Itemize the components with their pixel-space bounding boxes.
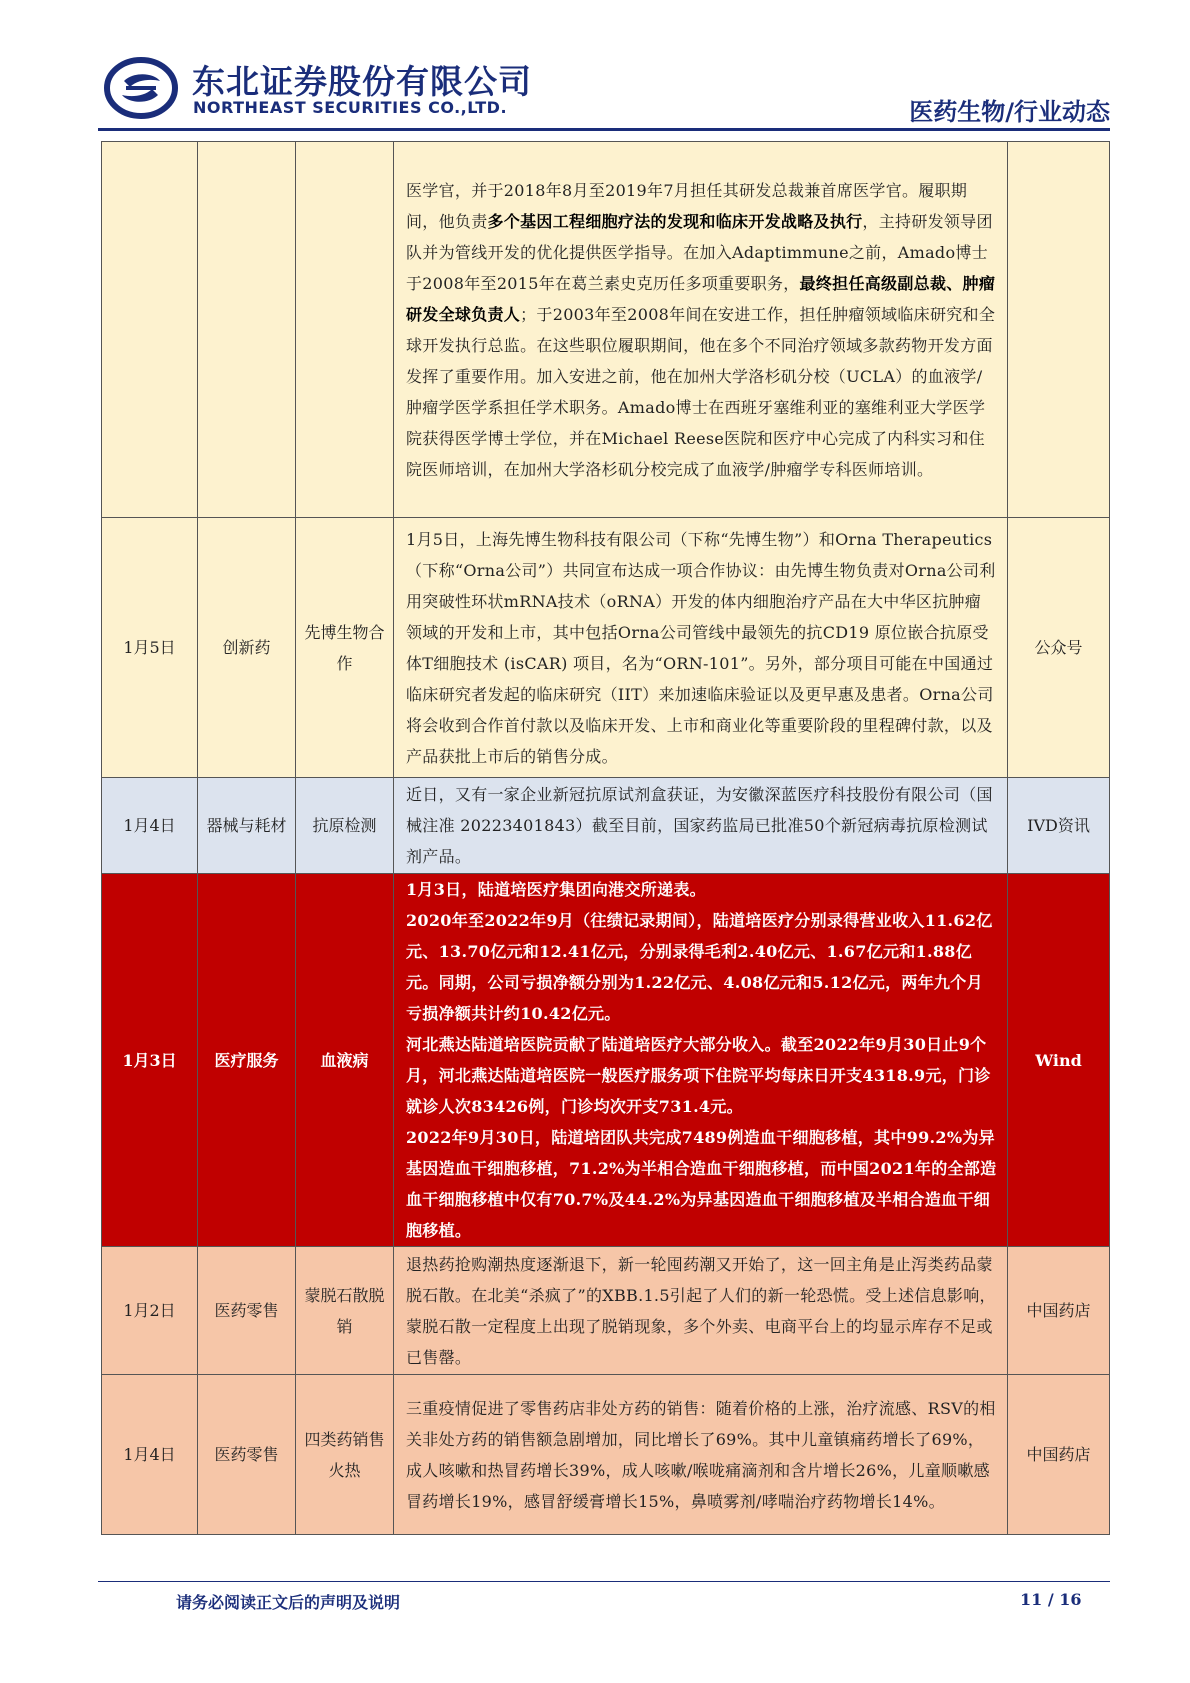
content-cell: 近日，又有一家企业新冠抗原试剂盒获证，为安徽深蓝医疗科技股份有限公司（国械注准 20223401843）截至目前，国家药监局已批准50个新冠病毒抗原检测试剂产品。: [394, 778, 1008, 874]
company-logo-icon: [104, 57, 178, 119]
type-cell: 医疗服务: [198, 874, 296, 1247]
source-cell: IVD资讯: [1008, 778, 1110, 874]
date-cell: 1月4日: [102, 1375, 198, 1535]
source-cell: 公众号: [1008, 518, 1110, 778]
type-cell: 器械与耗材: [198, 778, 296, 874]
source-cell: 中国药店: [1008, 1247, 1110, 1375]
page-header: [0, 0, 1190, 135]
content-cell: 医学官，并于2018年8月至2019年7月担任其研发总裁兼首席医学官。履职期间，他负责多个基因工程细胞疗法的发现和临床开发战略及执行，主持研发领导团队并为管线开发的优化提供医学指导。在加入Adaptimmune之前，Amado博士于2008年至2015年在葛兰素史克历任多项重要职务，最终担任高级副总裁、肿瘤研发全球负责人；于2003年至2008年间在安进工作，担任肿瘤领域临床研究和全球开发执行总监。在这些职位履职期间，他在多个不同治疗领域多款药物开发方面发挥了重要作用。加入安进之前，他在加州大学洛杉矶分校（UCLA）的血液学/肿瘤学医学系担任学术职务。Amado博士在西班牙塞维利亚的塞维利亚大学医学院获得医学博士学位，并在Michael Reese医院和医疗中心完成了内科实习和住院医师培训，在加州大学洛杉矶分校完成了血液学/肿瘤学专科医师培训。: [394, 142, 1008, 518]
topic-cell: 四类药销售火热: [296, 1375, 394, 1535]
type-cell: 创新药: [198, 518, 296, 778]
company-name-cn: 东北证券股份有限公司: [192, 62, 532, 101]
topic-cell: [296, 142, 394, 518]
news-table: [101, 141, 1110, 1535]
emphasis-text: 最终担任高级副总裁、肿瘤研发全球负责人: [406, 273, 996, 324]
date-cell: [102, 142, 198, 518]
footer-divider: [98, 1581, 1110, 1582]
company-name-en: NORTHEAST SECURITIES CO.,LTD.: [193, 98, 508, 117]
date-cell: 1月5日: [102, 518, 198, 778]
source-cell: [1008, 142, 1110, 518]
date-cell: 1月2日: [102, 1247, 198, 1375]
emphasis-text: 多个基因工程细胞疗法的发现和临床开发战略及执行: [487, 211, 863, 231]
table-row: [102, 778, 1110, 874]
header-divider: [98, 128, 1110, 131]
table-row: [102, 518, 1110, 778]
report-category: 医药生物/行业动态: [909, 98, 1110, 126]
table-row: [102, 1247, 1110, 1375]
table-row: [102, 874, 1110, 1247]
type-cell: 医药零售: [198, 1247, 296, 1375]
content-cell: 1月5日，上海先博生物科技有限公司（下称“先博生物”）和Orna Therapeutics（下称“Orna公司”）共同宣布达成一项合作协议：由先博生物负责对Orna公司利用突破性环状mRNA技术（oRNA）开发的体内细胞治疗产品在大中华区抗肿瘤领域的开发和上市，其中包括Orna公司管线中最领先的抗CD19 原位嵌合抗原受体T细胞技术 (isCAR) 项目，名为“ORN-101”。另外，部分项目可能在中国通过临床研究者发起的临床研究（IIT）来加速临床验证以及更早惠及患者。Orna公司将会收到合作首付款以及临床开发、上市和商业化等重要阶段的里程碑付款，以及产品获批上市后的销售分成。: [394, 518, 1008, 778]
source-cell: 中国药店: [1008, 1375, 1110, 1535]
topic-cell: 血液病: [296, 874, 394, 1247]
content-cell: 退热药抢购潮热度逐渐退下，新一轮囤药潮又开始了，这一回主角是止泻类药品蒙脱石散。在北美“杀疯了”的XBB.1.5引起了人们的新一轮恐慌。受上述信息影响，蒙脱石散一定程度上出现了脱销现象，多个外卖、电商平台上的均显示库存不足或已售罄。: [394, 1247, 1008, 1375]
table-row: [102, 142, 1110, 518]
source-cell: Wind: [1008, 874, 1110, 1247]
date-cell: 1月3日: [102, 874, 198, 1247]
topic-cell: 抗原检测: [296, 778, 394, 874]
date-cell: 1月4日: [102, 778, 198, 874]
content-cell: 三重疫情促进了零售药店非处方药的销售：随着价格的上涨，治疗流感、RSV的相关非处方药的销售额急剧增加，同比增长了69%。其中儿童镇痛药增长了69%，成人咳嗽和热冒药增长39%，成人咳嗽/喉咙痛滴剂和含片增长26%，儿童顺嗽感冒药增长19%，感冒舒缓膏增长15%，鼻喷雾剂/哮喘治疗药物增长14%。: [394, 1375, 1008, 1535]
topic-cell: 先博生物合作: [296, 518, 394, 778]
disclaimer-note: 请务必阅读正文后的声明及说明: [176, 1593, 401, 1612]
table-row: [102, 1375, 1110, 1535]
topic-cell: 蒙脱石散脱销: [296, 1247, 394, 1375]
page-number: 11 / 16: [1020, 1590, 1082, 1609]
type-cell: [198, 142, 296, 518]
type-cell: 医药零售: [198, 1375, 296, 1535]
content-cell: 1月3日，陆道培医疗集团向港交所递表。 2020年至2022年9月（往绩记录期间），陆道培医疗分别录得营业收入11.62亿元、13.70亿元和12.41亿元，分别录得毛利2.40亿元、1.67亿元和1.88亿元。同期，公司亏损净额分别为1.22亿元、4.08亿元和5.12亿元，两年九个月亏损净额共计约10.42亿元。 河北燕达陆道培医院贡献了陆道培医疗大部分收入。截至2022年9月30日止9个月，河北燕达陆道培医院一般医疗服务项下住院平均每床日开支4318.9元，门诊就诊人次83426例，门诊均次开支731.4元。 2022年9月30日，陆道培团队共完成7489例造血干细胞移植，其中99.2%为异基因造血干细胞移植，71.2%为半相合造血干细胞移植，而中国2021年的全部造血干细胞移植中仅有70.7%及44.2%为异基因造血干细胞移植及半相合造血干细胞移植。: [394, 874, 1008, 1247]
